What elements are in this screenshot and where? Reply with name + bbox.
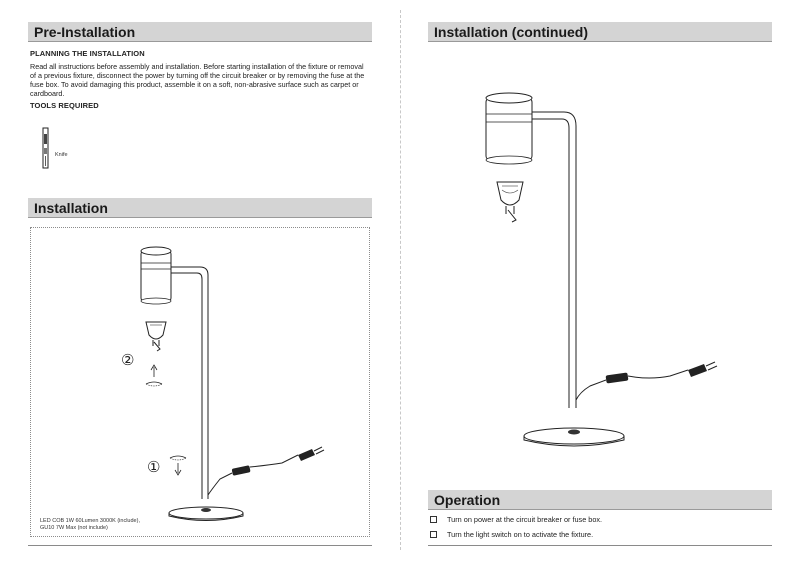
checkbox-icon [430, 516, 437, 523]
left-bottom-rule [28, 545, 372, 546]
pre-installation-header [28, 22, 372, 42]
column-divider [400, 10, 401, 550]
installation-continued-title: Installation (continued) [434, 24, 588, 40]
figure-note-line-2: GU10 7W Max (not include) [40, 525, 108, 531]
step-two-marker: ② [121, 351, 135, 369]
operation-step-2-text: Turn the light switch on to activate the fixture. [447, 530, 594, 539]
gu10-bulb-illustration-large [497, 182, 523, 222]
figure-note [40, 518, 190, 532]
operation-step-1-text: Turn on power at the circuit breaker or fuse box. [447, 515, 603, 524]
installation-title: Installation [34, 200, 108, 216]
knife-icon [40, 126, 52, 170]
gu10-bulb-illustration [146, 322, 166, 351]
pre-installation-title: Pre-Installation [34, 24, 136, 40]
operation-header [428, 490, 772, 510]
lamp-assembly-diagram [30, 227, 370, 537]
figure-note-line-1: LED COB 1W 60Lumen 3000K (include), [40, 518, 140, 524]
planning-text: Read all instructions before assembly and installation. Before starting installation of the fixture or removal of a previous fixture, disconnect the power by turning off the circuit breaker or by removing the fuse at the fuse box. To avoid damaging this product, assemble it on a soft, non-abrasive surface such as carpet or cardboard. [30, 62, 365, 98]
lamp-assembled-diagram [428, 50, 772, 460]
operation-step-2 [430, 530, 593, 539]
planning-heading: PLANNING THE INSTALLATION [30, 49, 145, 58]
installation-header [28, 198, 372, 218]
tools-heading: TOOLS REQUIRED [30, 101, 99, 110]
right-bottom-rule [428, 545, 772, 546]
operation-step-1 [430, 515, 602, 524]
checkbox-icon [430, 531, 437, 538]
knife-label: Knife [55, 152, 68, 158]
operation-title: Operation [434, 492, 501, 508]
lamp-base-illustration-large [524, 428, 624, 446]
lamp-head-illustration [141, 247, 171, 304]
step-one-marker: ① [147, 458, 161, 476]
lamp-head-illustration-large [486, 93, 532, 164]
installation-continued-header [428, 22, 772, 42]
